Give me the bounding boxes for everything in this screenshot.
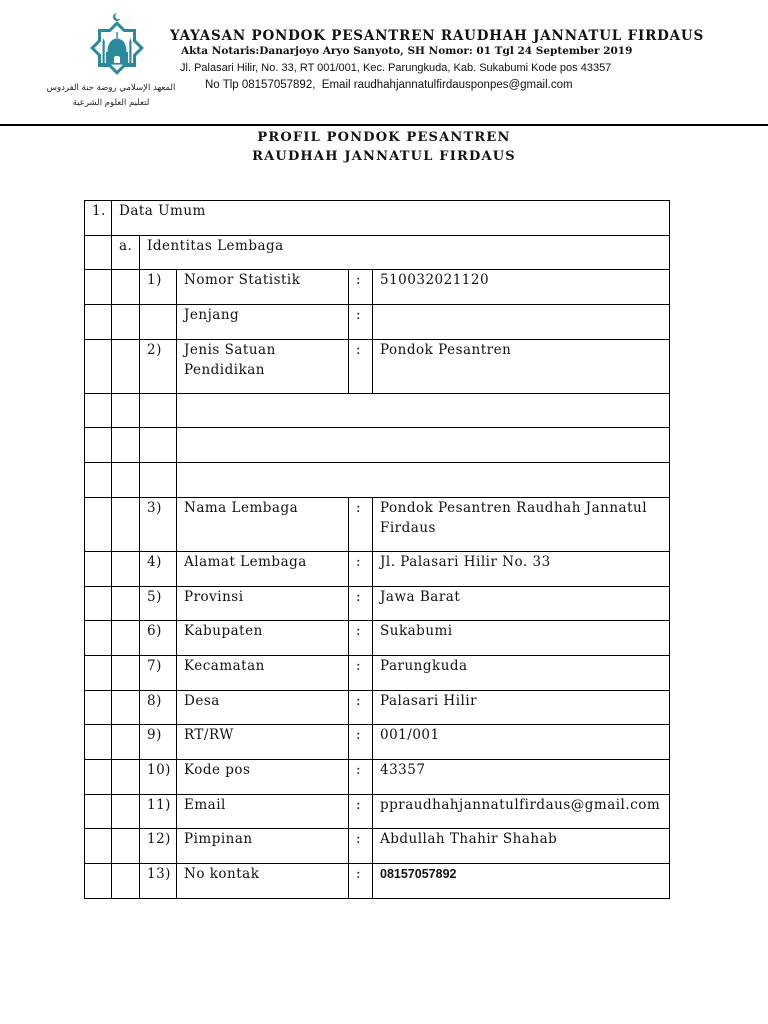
field-number: 11): [140, 794, 177, 829]
field-number: 6): [140, 621, 177, 656]
field-label: Jenis Satuan Pendidikan: [177, 339, 349, 393]
field-value: Pondok Pesantren: [373, 339, 670, 393]
field-label: Pimpinan: [177, 829, 349, 864]
field-separator: :: [349, 690, 373, 725]
field-label: Desa: [177, 690, 349, 725]
table-row: [85, 497, 670, 551]
field-label: Alamat Lembaga: [177, 551, 349, 586]
table-row: [85, 270, 670, 305]
field-separator: :: [349, 270, 373, 305]
field-number: 2): [140, 339, 177, 393]
empty-cell: [85, 235, 112, 270]
document-title-line1: PROFIL PONDOK PESANTREN: [257, 130, 511, 145]
empty-cell: [85, 829, 112, 864]
table-row: [85, 690, 670, 725]
section-label: Data Umum: [112, 201, 670, 236]
subsection-label: Identitas Lembaga: [140, 235, 670, 270]
empty-cell: [85, 428, 112, 463]
empty-cell: [85, 497, 112, 551]
document-title-line2: RAUDHAH JANNATUL FIRDAUS: [252, 149, 516, 164]
empty-row: [85, 393, 670, 428]
field-value: ppraudhahjannatulfirdaus@gmail.com: [373, 794, 670, 829]
empty-cell: [112, 864, 140, 899]
field-number: 7): [140, 655, 177, 690]
empty-cell: [112, 794, 140, 829]
empty-cell: [140, 463, 177, 498]
arabic-institute-name: المعهد الإسلامي روضة جنة الفردوس: [46, 83, 176, 93]
empty-cell: [85, 621, 112, 656]
foundation-logo-icon: [86, 12, 148, 75]
field-label: Nama Lembaga: [177, 497, 349, 551]
empty-cell: [85, 339, 112, 393]
empty-cell: [85, 586, 112, 621]
empty-cell: [85, 305, 112, 340]
table-row: [85, 551, 670, 586]
empty-cell: [85, 794, 112, 829]
table-row: [85, 586, 670, 621]
field-number: 10): [140, 759, 177, 794]
letterhead-divider: [0, 124, 768, 126]
arabic-institute-subtitle: لتعليم العلوم الشرعية: [72, 98, 150, 108]
field-separator: :: [349, 497, 373, 551]
field-number: 4): [140, 551, 177, 586]
empty-cell: [85, 463, 112, 498]
field-label: Email: [177, 794, 349, 829]
field-value: 510032021120: [373, 270, 670, 305]
field-value: 43357: [373, 759, 670, 794]
empty-row: [85, 428, 670, 463]
table-row: [85, 339, 670, 393]
field-separator: :: [349, 621, 373, 656]
table-row: [85, 621, 670, 656]
empty-cell: [140, 393, 177, 428]
empty-cell: [85, 864, 112, 899]
empty-cell: [112, 725, 140, 760]
field-separator: :: [349, 794, 373, 829]
field-separator: :: [349, 305, 373, 340]
field-label: Kecamatan: [177, 655, 349, 690]
field-number: 9): [140, 725, 177, 760]
field-number: 8): [140, 690, 177, 725]
empty-cell: [112, 339, 140, 393]
empty-cell: [112, 621, 140, 656]
field-value: Parungkuda: [373, 655, 670, 690]
empty-cell: [112, 428, 140, 463]
organization-name: YAYASAN PONDOK PESANTREN RAUDHAH JANNATUL FIRDAUS: [170, 28, 705, 44]
subsection-number: a.: [112, 235, 140, 270]
field-value: 08157057892: [373, 864, 670, 899]
table-row: [85, 725, 670, 760]
field-label: Kode pos: [177, 759, 349, 794]
mosque-octagram-logo-icon: [86, 12, 148, 75]
field-separator: :: [349, 551, 373, 586]
subsection-row: [85, 235, 670, 270]
section-number: 1.: [85, 201, 112, 236]
empty-cell: [112, 655, 140, 690]
field-value: Palasari Hilir: [373, 690, 670, 725]
empty-cell: [85, 270, 112, 305]
empty-cell: [177, 463, 670, 498]
field-separator: :: [349, 829, 373, 864]
empty-cell: [112, 497, 140, 551]
field-value: Abdullah Thahir Shahab: [373, 829, 670, 864]
empty-row: [85, 463, 670, 498]
table-row: [85, 655, 670, 690]
field-label: RT/RW: [177, 725, 349, 760]
empty-cell: [85, 393, 112, 428]
empty-cell: [85, 551, 112, 586]
field-separator: :: [349, 864, 373, 899]
empty-cell: [112, 829, 140, 864]
table-row: [85, 829, 670, 864]
field-number: 3): [140, 497, 177, 551]
field-label: Nomor Statistik: [177, 270, 349, 305]
table-row: [85, 759, 670, 794]
field-separator: :: [349, 759, 373, 794]
empty-cell: [140, 428, 177, 463]
field-label: No kontak: [177, 864, 349, 899]
empty-cell: [177, 428, 670, 463]
empty-cell: [112, 690, 140, 725]
field-number: 5): [140, 586, 177, 621]
field-label: Kabupaten: [177, 621, 349, 656]
field-value: Jawa Barat: [373, 586, 670, 621]
field-number: 1): [140, 270, 177, 305]
field-value: Sukabumi: [373, 621, 670, 656]
empty-cell: [85, 725, 112, 760]
table-row: [85, 305, 670, 340]
empty-cell: [112, 270, 140, 305]
contact-line: No Tlp 08157057892, Email raudhahjannatulfirdausponpes@gmail.com: [205, 79, 573, 91]
empty-cell: [112, 305, 140, 340]
field-label: Jenjang: [177, 305, 349, 340]
empty-cell: [177, 393, 670, 428]
field-label: Provinsi: [177, 586, 349, 621]
address-line: Jl. Palasari Hilir, No. 33, RT 001/001, Kec. Parungkuda, Kab. Sukabumi Kode pos 43357: [180, 62, 612, 74]
empty-cell: [85, 690, 112, 725]
field-value: [373, 305, 670, 340]
empty-cell: [112, 393, 140, 428]
field-separator: :: [349, 586, 373, 621]
empty-cell: [112, 759, 140, 794]
notary-deed-line: Akta Notaris:Danarjoyo Aryo Sanyoto, SH Nomor: 01 Tgl 24 September 2019: [181, 45, 633, 57]
field-value: 001/001: [373, 725, 670, 760]
field-value: Jl. Palasari Hilir No. 33: [373, 551, 670, 586]
field-separator: :: [349, 339, 373, 393]
empty-cell: [112, 551, 140, 586]
field-value: Pondok Pesantren Raudhah Jannatul Firdaus: [373, 497, 670, 551]
field-number: 13): [140, 864, 177, 899]
field-separator: :: [349, 725, 373, 760]
table-row: [85, 794, 670, 829]
field-number: [140, 305, 177, 340]
empty-cell: [112, 463, 140, 498]
field-number: 12): [140, 829, 177, 864]
profile-table: [84, 200, 670, 899]
empty-cell: [112, 586, 140, 621]
field-separator: :: [349, 655, 373, 690]
section-row: [85, 201, 670, 236]
empty-cell: [85, 759, 112, 794]
table-row: [85, 864, 670, 899]
empty-cell: [85, 655, 112, 690]
